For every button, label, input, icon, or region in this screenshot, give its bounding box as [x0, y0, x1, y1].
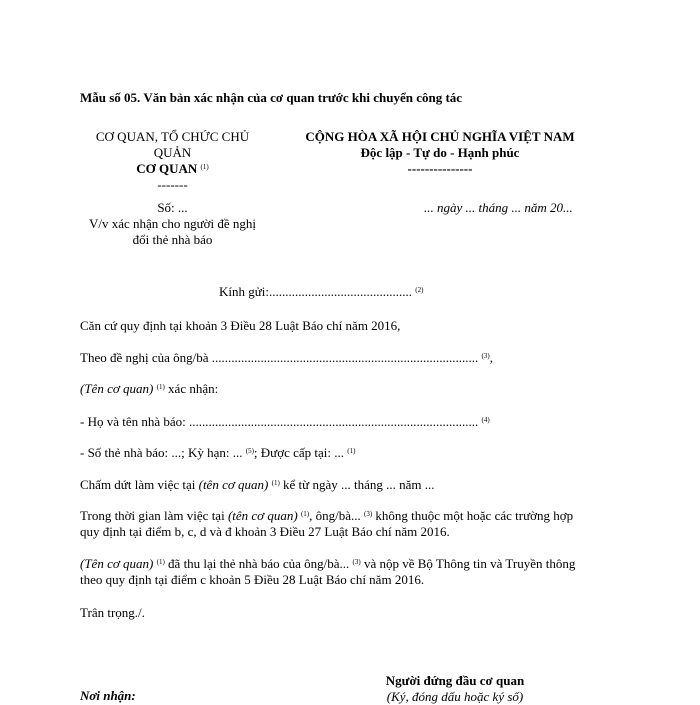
- journalist-name-line: - Họ và tên nhà báo: ......................................................................................... $^{(4)}$: [80, 414, 490, 429]
- subject-line-2: đổi thẻ nhà báo: [132, 232, 213, 247]
- document-number: Số: ...: [157, 200, 188, 215]
- date-line: ... ngày ... tháng ... năm 20...: [424, 200, 573, 215]
- form-title: Mẫu số 05. Văn bản xác nhận của cơ quan trước khi chuyển công tác: [80, 90, 463, 105]
- recipient-line: Kính gửi:............................................ $^{(2)}$: [219, 284, 424, 299]
- agency-name: CƠ QUAN $^{(1)}$: [136, 161, 209, 176]
- confirmation-line: (Tên cơ quan) $^{(1)}$ xác nhận:: [80, 381, 219, 396]
- press-card-line: - Số thẻ nhà báo: ...; Kỳ hạn: ... $^{(5)}$; Được cấp tại: ... $^{(1)}$: [80, 445, 356, 460]
- legal-basis: Căn cứ quy định tại khoản 3 Điều 28 Luật Báo chí năm 2016,: [80, 318, 401, 333]
- document-reference: [80, 200, 265, 248]
- national-title: CỘNG HÒA XÃ HỘI CHỦ NGHĨA VIỆT NAM: [305, 129, 575, 144]
- closing-line: Trân trọng./.: [80, 605, 145, 620]
- right-header: [275, 129, 605, 177]
- signer-instruction: (Ký, đóng dấu hoặc ký số): [386, 689, 524, 704]
- period-paragraph: Trong thời gian làm việc tại (tên cơ quan) $^{(1)}$, ông/bà... $^{(3)}$ không thuộc một hoặc các trường hợp quy định tại điểm b, c, d và đ khoản 3 Điều 27 Luật Báo chí năm 2016.: [80, 508, 574, 539]
- subject-line-1: V/v xác nhận cho người đề nghị: [89, 216, 256, 231]
- end-work-line: Chấm dứt làm việc tại (tên cơ quan) $^{(1)}$ kể từ ngày ... tháng ... năm ...: [80, 477, 435, 492]
- national-motto: Độc lập - Tự do - Hạnh phúc: [360, 145, 520, 160]
- left-header-dashes: -------: [157, 177, 188, 192]
- right-header-dashes: ---------------: [407, 161, 473, 176]
- signer-title: Người đứng đầu cơ quan: [385, 673, 525, 688]
- left-header: [80, 129, 265, 193]
- request-line: Theo đề nghị của ông/bà .................................................................................. $^{(3)}$,: [80, 350, 493, 365]
- issuing-authority-line2: QUẢN: [153, 145, 192, 160]
- recovery-paragraph: (Tên cơ quan) $^{(1)}$ đã thu lại thẻ nhà báo của ông/bà... $^{(3)}$ và nộp về Bộ Thông tin và Truyền thông theo quy định tại điểm c khoản 5 Điều 28 Luật Báo chí năm 2016.: [80, 556, 576, 587]
- recipients-label: Nơi nhận:: [80, 688, 136, 703]
- issuing-authority-line1: CƠ QUAN, TỔ CHỨC CHỦ: [95, 129, 250, 144]
- signature-block: [370, 673, 540, 705]
- footnote-ref: (1): [200, 163, 209, 171]
